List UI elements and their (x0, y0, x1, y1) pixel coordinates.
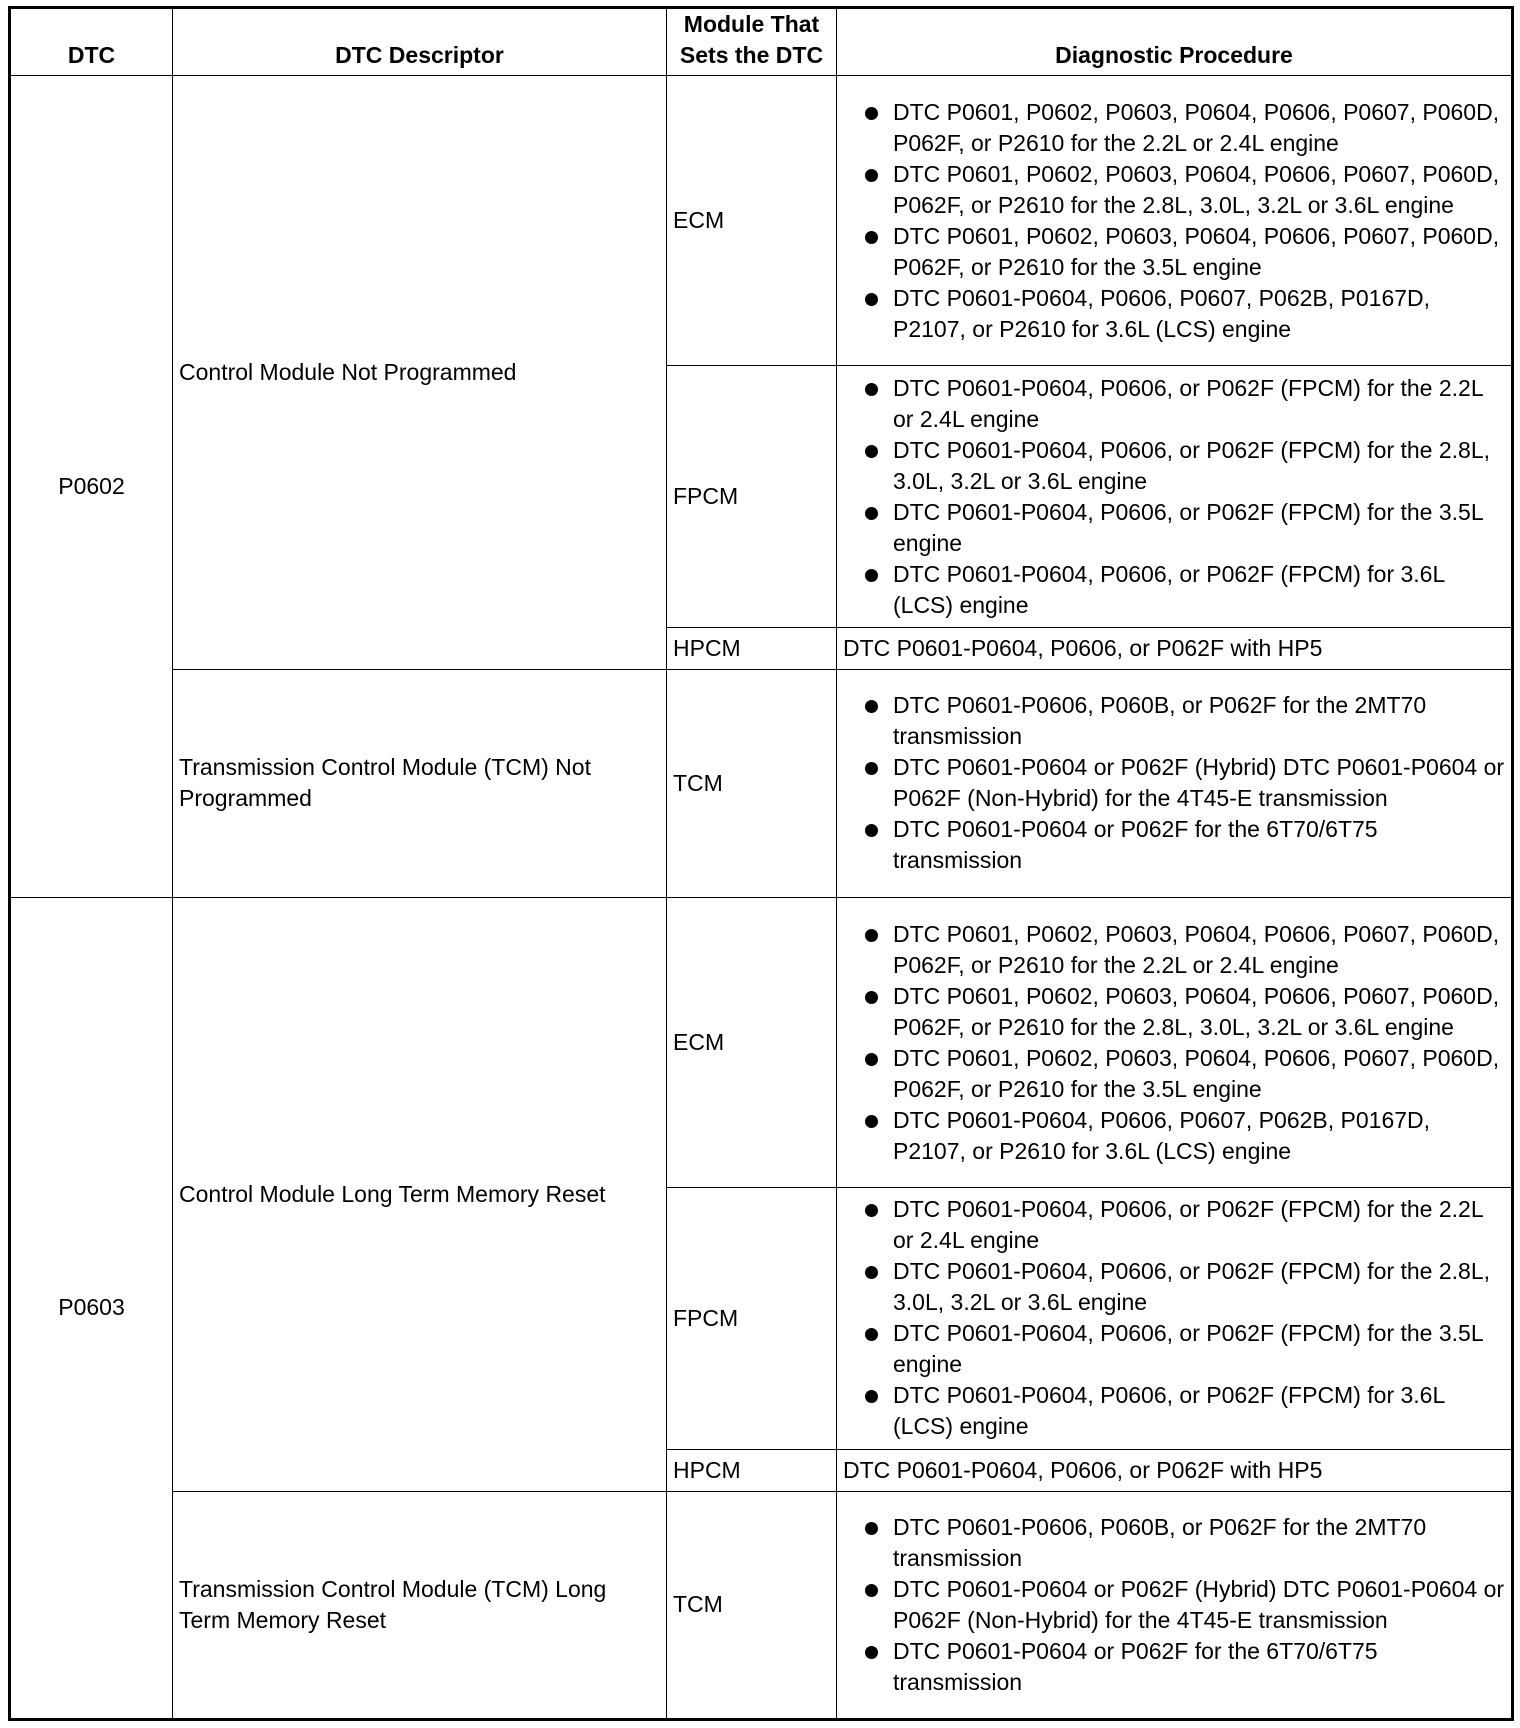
module-cell: ECM (667, 897, 837, 1187)
dtc-descriptor-cell: Control Module Not Programmed (173, 76, 667, 670)
procedure-item: DTC P0601-P0604, P0606, or P062F (FPCM) for the 3.5L engine (843, 497, 1505, 559)
table-body (10, 76, 1513, 1720)
procedure-item: DTC P0601-P0604, P0606, or P062F (FPCM) for 3.6L (LCS) engine (843, 559, 1505, 621)
procedure-list (843, 1194, 1505, 1442)
procedure-item: DTC P0601-P0604, P0606, P0607, P062B, P0167D, P2107, or P2610 for 3.6L (LCS) engine (843, 283, 1505, 345)
procedure-item: DTC P0601-P0606, P060B, or P062F for the 2MT70 transmission (843, 690, 1505, 752)
procedure-item: DTC P0601-P0604, P0606, or P062F (FPCM) for the 2.2L or 2.4L engine (843, 1194, 1505, 1256)
procedure-list (843, 373, 1505, 621)
header-descriptor: DTC Descriptor (173, 8, 667, 76)
procedure-item: DTC P0601-P0604, P0606, or P062F (FPCM) for the 2.8L, 3.0L, 3.2L or 3.6L engine (843, 1256, 1505, 1318)
module-cell: FPCM (667, 1188, 837, 1449)
module-cell: TCM (667, 669, 837, 897)
dtc-code-cell: P0602 (10, 76, 173, 898)
procedure-list (843, 919, 1505, 1167)
procedure-cell: DTC P0601-P0604, P0606, or P062F with HP5 (837, 1449, 1513, 1491)
procedure-item: DTC P0601-P0604, P0606, P0607, P062B, P0167D, P2107, or P2610 for 3.6L (LCS) engine (843, 1105, 1505, 1167)
procedure-list (843, 690, 1505, 876)
dtc-descriptor-cell: Transmission Control Module (TCM) Long Term Memory Reset (173, 1491, 667, 1719)
header-module (667, 8, 837, 76)
procedure-item: DTC P0601, P0602, P0603, P0604, P0606, P0607, P060D, P062F, or P2610 for the 2.2L or 2.4L engine (843, 919, 1505, 981)
procedure-item: DTC P0601-P0604 or P062F (Hybrid) DTC P0601-P0604 or P062F (Non-Hybrid) for the 4T45-E transmission (843, 1574, 1505, 1636)
module-cell: HPCM (667, 627, 837, 669)
table-row (10, 897, 1513, 1187)
dtc-table (8, 6, 1514, 1721)
header-module-line2: Sets the DTC (679, 42, 824, 68)
procedure-cell (837, 897, 1513, 1187)
module-cell: HPCM (667, 1449, 837, 1491)
module-cell: FPCM (667, 366, 837, 627)
procedure-item: DTC P0601-P0604, P0606, or P062F (FPCM) for the 3.5L engine (843, 1318, 1505, 1380)
table-row (10, 1491, 1513, 1719)
procedure-cell (837, 366, 1513, 627)
dtc-code-cell: P0603 (10, 897, 173, 1719)
procedure-item: DTC P0601, P0602, P0603, P0604, P0606, P0607, P060D, P062F, or P2610 for the 3.5L engine (843, 221, 1505, 283)
procedure-item: DTC P0601, P0602, P0603, P0604, P0606, P0607, P060D, P062F, or P2610 for the 2.2L or 2.4L engine (843, 97, 1505, 159)
procedure-list (843, 1512, 1505, 1698)
header-row (10, 8, 1513, 76)
procedure-item: DTC P0601-P0604, P0606, or P062F (FPCM) for the 2.8L, 3.0L, 3.2L or 3.6L engine (843, 435, 1505, 497)
procedure-item: DTC P0601-P0604 or P062F (Hybrid) DTC P0601-P0604 or P062F (Non-Hybrid) for the 4T45-E transmission (843, 752, 1505, 814)
procedure-cell (837, 1188, 1513, 1449)
procedure-item: DTC P0601-P0604, P0606, or P062F (FPCM) for the 2.2L or 2.4L engine (843, 373, 1505, 435)
module-cell: TCM (667, 1491, 837, 1719)
procedure-item: DTC P0601-P0604 or P062F for the 6T70/6T75 transmission (843, 814, 1505, 876)
procedure-item: DTC P0601, P0602, P0603, P0604, P0606, P0607, P060D, P062F, or P2610 for the 3.5L engine (843, 1043, 1505, 1105)
module-cell: ECM (667, 76, 837, 366)
procedure-list (843, 97, 1505, 345)
procedure-item: DTC P0601, P0602, P0603, P0604, P0606, P0607, P060D, P062F, or P2610 for the 2.8L, 3.0L, 3.2L or 3.6L engine (843, 981, 1505, 1043)
procedure-cell (837, 76, 1513, 366)
procedure-item: DTC P0601, P0602, P0603, P0604, P0606, P0607, P060D, P062F, or P2610 for the 2.8L, 3.0L, 3.2L or 3.6L engine (843, 159, 1505, 221)
procedure-cell: DTC P0601-P0604, P0606, or P062F with HP5 (837, 627, 1513, 669)
header-module-line1: Module That (683, 11, 820, 37)
procedure-cell (837, 669, 1513, 897)
header-dtc: DTC (10, 8, 173, 76)
table-row (10, 76, 1513, 366)
procedure-item: DTC P0601-P0606, P060B, or P062F for the 2MT70 transmission (843, 1512, 1505, 1574)
procedure-item: DTC P0601-P0604 or P062F for the 6T70/6T75 transmission (843, 1636, 1505, 1698)
dtc-descriptor-cell: Transmission Control Module (TCM) Not Programmed (173, 669, 667, 897)
table-row (10, 669, 1513, 897)
dtc-descriptor-cell: Control Module Long Term Memory Reset (173, 897, 667, 1491)
header-procedure: Diagnostic Procedure (837, 8, 1513, 76)
procedure-cell (837, 1491, 1513, 1719)
procedure-item: DTC P0601-P0604, P0606, or P062F (FPCM) for 3.6L (LCS) engine (843, 1380, 1505, 1442)
